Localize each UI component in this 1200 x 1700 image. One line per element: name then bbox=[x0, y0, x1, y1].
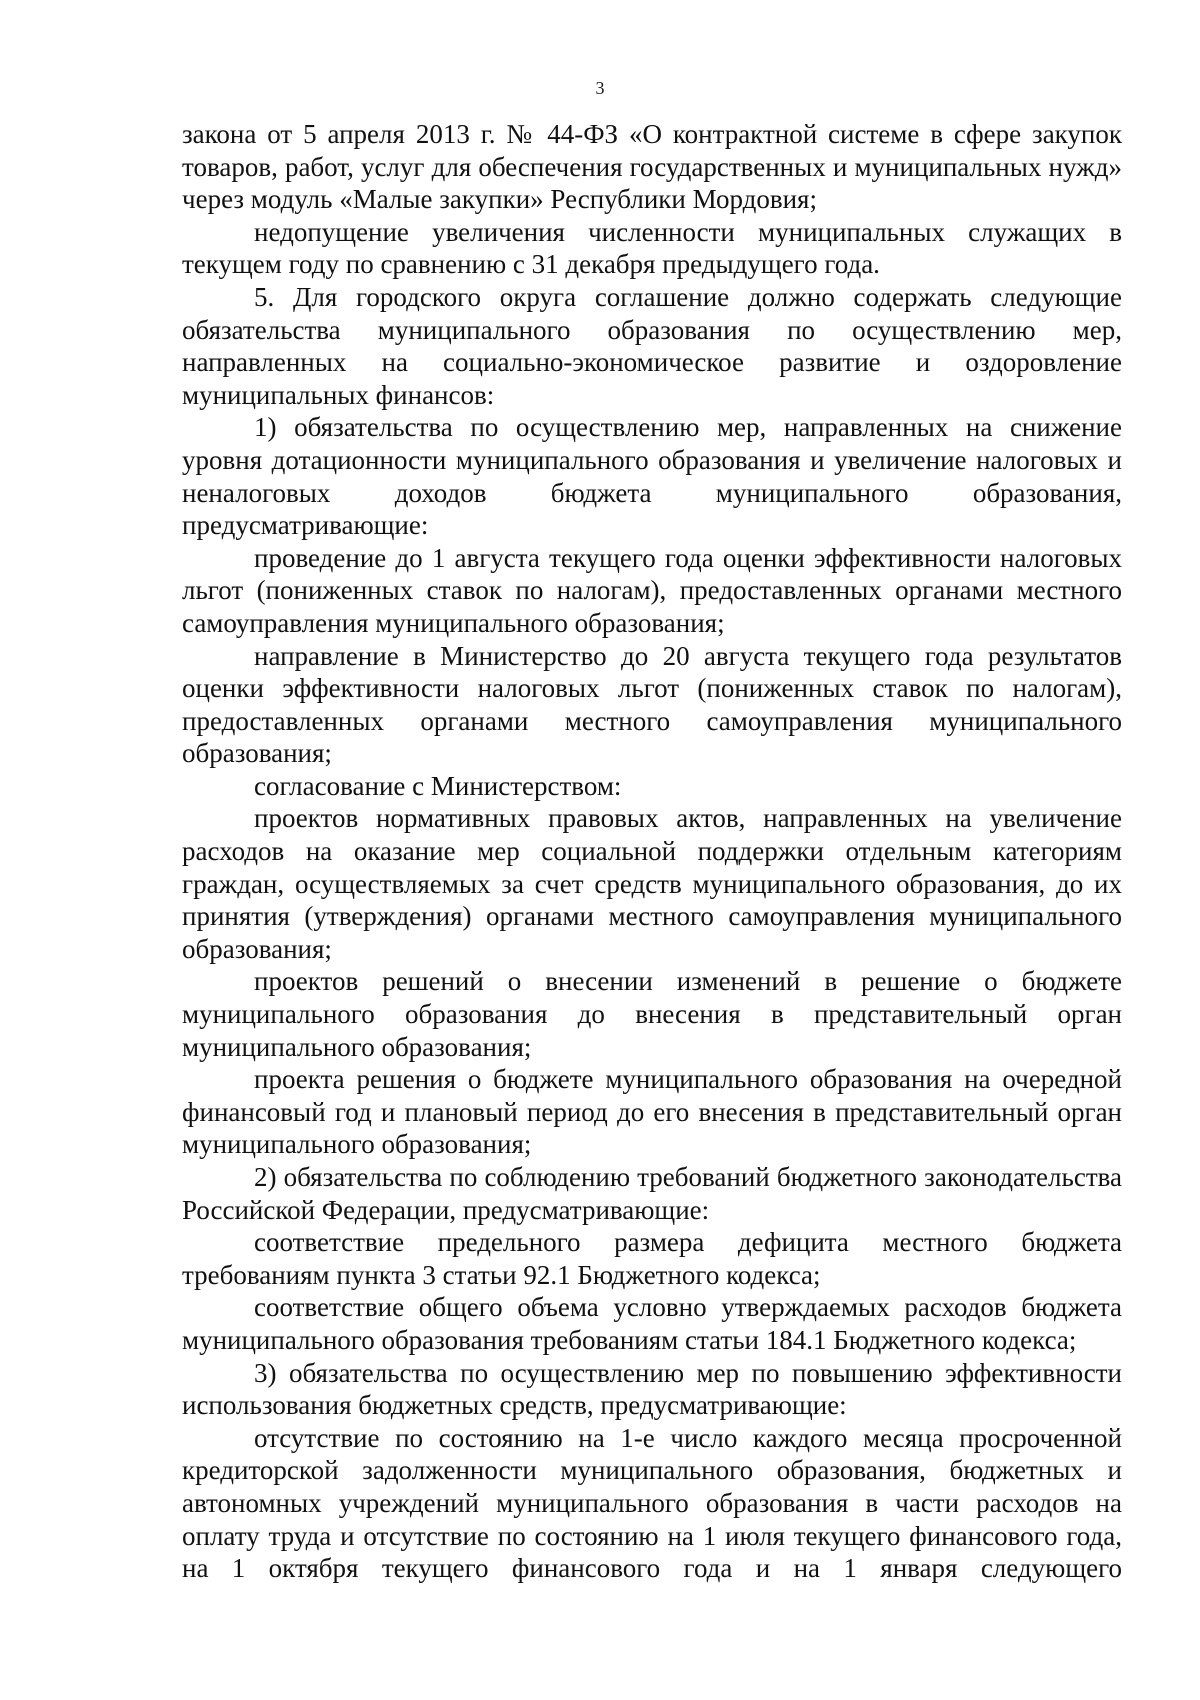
paragraph-budget-draft: проекта решения о бюджете муниципального образования на очередной финансовый год и плановый период до его внесения в представительный орган муниципального образования; bbox=[182, 1064, 1122, 1160]
paragraph-tax-assessment: проведение до 1 августа текущего года оценки эффективности налоговых льгот (пониженных ставок по налогам), предоставленных органами местного самоуправления муниципального образования; bbox=[182, 542, 1122, 638]
page-number: 3 bbox=[595, 78, 605, 98]
paragraph-budget-amendments: проектов решений о внесении изменений в решение о бюджете муниципального образования до внесения в представительный орган муниципального образования; bbox=[182, 966, 1122, 1062]
paragraph-overdue-debt: отсутствие по состоянию на 1-е число каждого месяца просроченной кредиторской задолженности муниципального образования, бюджетных и автономных учреждений муниципального образования в части расходов на оплату труда и отсутствие по состоянию на 1 июля текущего финансового года, на 1 октября текущего финансового года и на 1 января следующего bbox=[182, 1422, 1122, 1584]
paragraph-item-2: 2) обязательства по соблюдению требований бюджетного законодательства Российской Федерации, предусматривающие: bbox=[182, 1162, 1122, 1225]
paragraph-item-3: 3) обязательства по осуществлению мер по повышению эффективности использования бюджетных средств, предусматривающие: bbox=[182, 1357, 1122, 1421]
paragraph-conditional-expenses: соответствие общего объема условно утверждаемых расходов бюджета муниципального образования требованиям статьи 184.1 Бюджетного кодекса; bbox=[182, 1292, 1122, 1355]
paragraph-deficit-limit: соответствие предельного размера дефицита местного бюджета требованиям пункта 3 статьи 92.1 Бюджетного кодекса; bbox=[182, 1227, 1122, 1290]
paragraph-normative-acts: проектов нормативных правовых актов, направленных на увеличение расходов на оказание мер социальной поддержки отдельным категориям граждан, осуществляемых за счет средств муниципального образования, до их принятия (утверждения) органами местного самоуправления муниципального образования; bbox=[182, 803, 1122, 964]
paragraph-section-5: 5. Для городского округа соглашение должно содержать следующие обязательства муниципального образования по осуществлению мер, направленных на социально-экономическое развитие и оздоровление муниципальных финансов: bbox=[182, 281, 1122, 410]
paragraph-staff-limit: недопущение увеличения численности муниципальных служащих в текущем году по сравнению с 31 декабря предыдущего года. bbox=[182, 216, 1122, 280]
paragraph-item-1: 1) обязательства по осуществлению мер, направленных на снижение уровня дотационности муниципального образования и увеличение налоговых и неналоговых доходов бюджета муниципального образования, предусматривающие: bbox=[182, 412, 1122, 541]
paragraph-law-reference: закона от 5 апреля 2013 г. № 44-ФЗ «О контрактной системе в сфере закупок товаров, работ, услуг для обеспечения государственных и муниципальных нужд» через модуль «Малые закупки» Республики Мордовия; bbox=[182, 119, 1122, 215]
paragraph-approval-heading: согласование с Министерством: bbox=[254, 770, 622, 801]
document-body bbox=[182, 118, 1122, 1585]
paragraph-tax-results: направление в Министерство до 20 августа текущего года результатов оценки эффективности налоговых льгот (пониженных ставок по налогам), предоставленных органами местного самоуправления муниципального образования; bbox=[182, 640, 1122, 769]
